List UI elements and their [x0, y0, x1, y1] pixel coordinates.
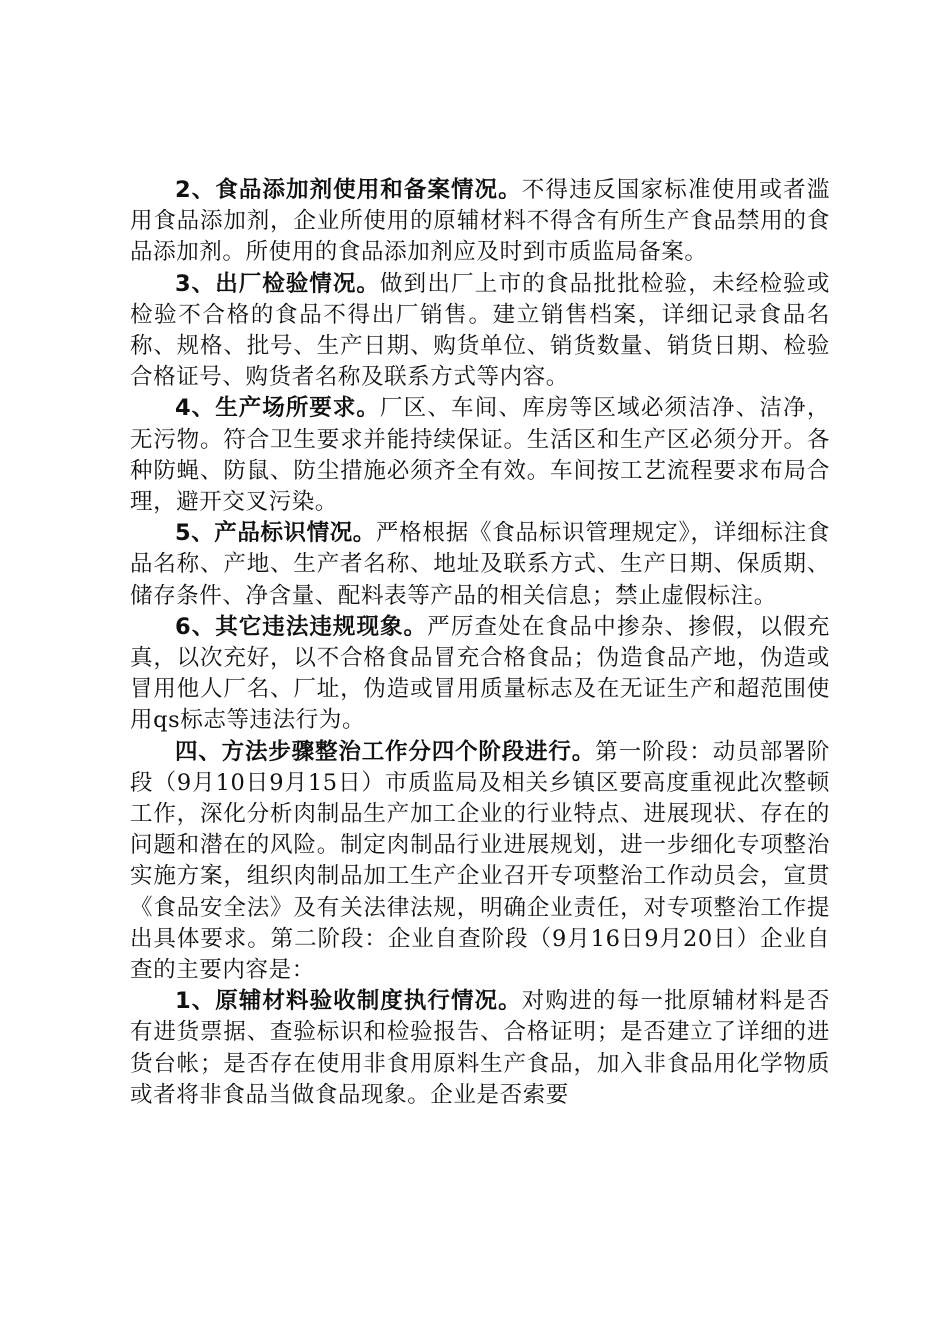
paragraph-production-site — [130, 393, 830, 518]
paragraph-factory-inspection — [130, 269, 830, 394]
paragraph-heading: 3、出厂检验情况。 — [175, 270, 380, 297]
document-body — [130, 175, 830, 1111]
paragraph-heading: 2、食品添加剂使用和备案情况。 — [175, 177, 522, 203]
paragraph-product-labeling — [130, 518, 830, 612]
paragraph-heading: 4、生产场所要求。 — [175, 395, 380, 422]
paragraph-heading: 四、方法步骤整治工作分四个阶段进行。 — [175, 738, 596, 765]
paragraph-heading: 5、产品标识情况。 — [175, 520, 376, 547]
paragraph-other-violations — [130, 612, 830, 737]
paragraph-text: 对购进的每一批原辅材料是否有进货票据、查验标识和检验报告、合格证明；是否建立了详细的进货台帐；是否存在使用非食用原料生产食品，加入非食品用化学物质或者将非食品当做食品现象。企业是否索要 — [130, 988, 831, 1108]
paragraph-text: 不得违反国家标准使用或者滥用食品添加剂，企业所使用的原辅材料不得含有所生产食品禁用的食品添加剂。所使用的食品添加剂应及时到市质监局备案。 — [130, 177, 831, 266]
paragraph-text: 严厉查处在食品中掺杂、掺假，以假充真，以次充好，以不合格食品冒充合格食品；伪造食品产地，伪造或冒用他人厂名、厂址，伪造或冒用质量标志及在无证生产和超范围使用qs标志等违法行为。 — [130, 613, 830, 734]
paragraph-method-steps — [130, 737, 830, 987]
paragraph-text: 厂区、车间、库房等区域必须洁净、洁净，无污物。符合卫生要求并能持续保证。生活区和生产区必须分开。各种防蝇、防鼠、防尘措施必须齐全有效。车间按工艺流程要求布局合理，避开交叉污染。 — [130, 395, 830, 516]
paragraph-raw-materials — [130, 986, 830, 1111]
paragraph-text: 第一阶段：动员部署阶段（9月10日9月15日）市质监局及相关乡镇区要高度重视此次整顿工作，深化分析肉制品生产加工企业的行业特点、进展现状、存在的问题和潜在的风险。制定肉制品行业进展规划，进一步细化专项整治实施方案，组织肉制品加工生产企业召开专项整治工作动员会，宣贯《食品安全法》及有关法律法规，明确企业责任，对专项整治工作提出具体要求。第二阶段：企业自查阶段（9月16日9月20日）企业自查的主要内容是： — [130, 738, 830, 984]
paragraph-text: 严格根据《食品标识管理规定》，详细标注食品名称、产地、生产者名称、地址及联系方式、生产日期、保质期、储存条件、净含量、配料表等产品的相关信息；禁止虚假标注。 — [130, 520, 830, 609]
paragraph-heading: 6、其它违法违规现象。 — [175, 613, 428, 640]
paragraph-heading: 1、原辅材料验收制度执行情况。 — [175, 988, 522, 1015]
paragraph-food-additives — [130, 175, 830, 269]
paragraph-text: 做到出厂上市的食品批批检验，未经检验或检验不合格的食品不得出厂销售。建立销售档案，详细记录食品名称、规格、批号、生产日期、购货单位、销货数量、销货日期、检验合格证号、购货者名称及联系方式等内容。 — [130, 270, 830, 391]
